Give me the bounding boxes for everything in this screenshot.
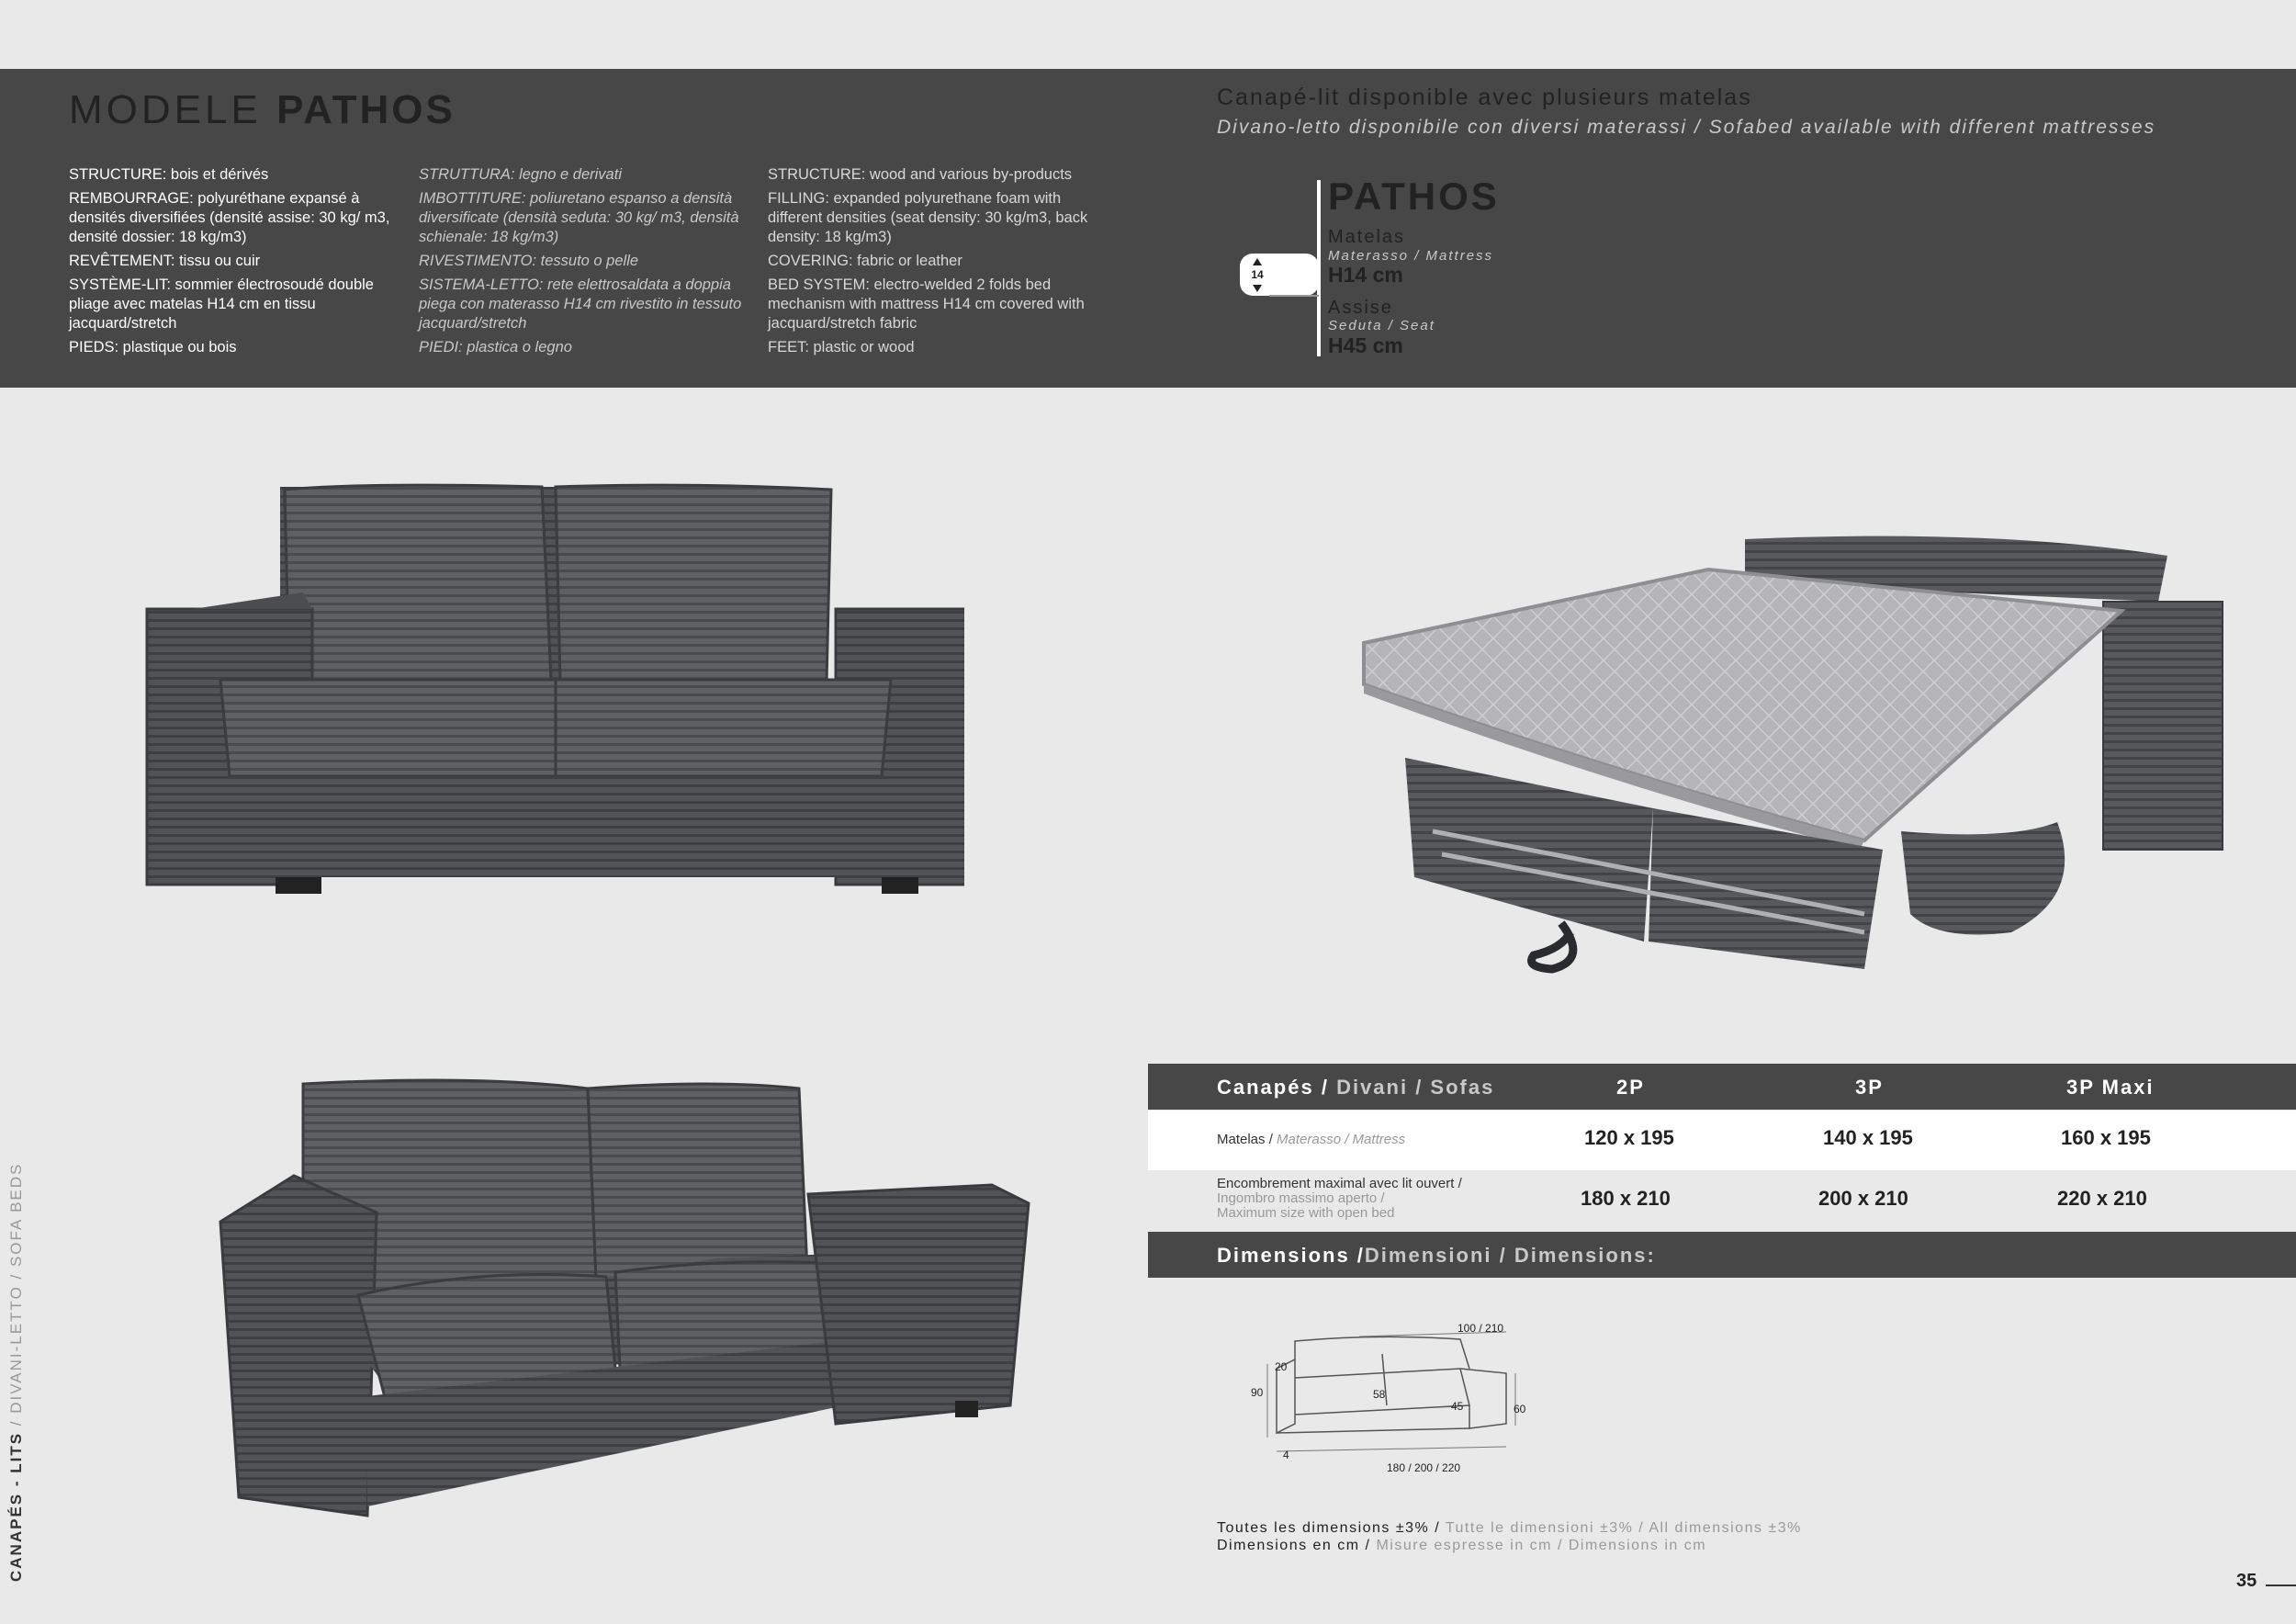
dim-back-label: 20 bbox=[1275, 1360, 1288, 1373]
mattress-label: Matelas bbox=[1328, 227, 1406, 247]
dim-foot-label: 4 bbox=[1283, 1449, 1289, 1461]
sofa-closed-angle-photo bbox=[202, 1075, 1047, 1534]
spec-line: RIVESTIMENTO: tessuto o pelle bbox=[419, 253, 639, 269]
specs-french bbox=[69, 165, 400, 362]
spec-line: COVERING: fabric or leather bbox=[768, 253, 962, 269]
seat-sublabel: Seduta / Seat bbox=[1328, 318, 1435, 333]
dim-height-label: 90 bbox=[1251, 1386, 1264, 1399]
page-number: 35 bbox=[2236, 1571, 2257, 1591]
spec-line: REMBOURRAGE: polyuréthane expansé à densités diversifiées (densité assise: 30 kg/ m3, densité dossier: 18 kg/m3) bbox=[69, 190, 390, 245]
specs-italian bbox=[419, 165, 749, 362]
spec-line: FILLING: expanded polyurethane foam with different densities (seat density: 30 kg/m3, back density: 18 kg/m3) bbox=[768, 190, 1088, 245]
spec-line: SISTEMA-LETTO: rete elettrosaldata a doppia piega con materasso H14 cm rivestito in tessuto jacquard/stretch bbox=[419, 276, 742, 332]
table-row bbox=[1148, 1170, 2296, 1231]
table-row bbox=[1148, 1111, 2296, 1170]
spec-line: STRUCTURE: bois et dérivés bbox=[69, 166, 269, 183]
subtitle-french: Canapé-lit disponible avec plusieurs matelas bbox=[1217, 85, 1752, 110]
mattress-icon-number: 14 bbox=[1251, 268, 1264, 281]
table-cell: 140 x 195 bbox=[1823, 1126, 1913, 1149]
seat-height: H45 cm bbox=[1328, 333, 1403, 357]
spec-model-name: PATHOS bbox=[1328, 175, 1500, 218]
mattress-sublabel: Materasso / Mattress bbox=[1328, 248, 1494, 264]
spec-line: STRUTTURA: legno e derivati bbox=[419, 166, 622, 183]
subtitle-italian-english: Divano-letto disponibile con diversi materassi / Sofabed available with different mattresses bbox=[1217, 117, 2156, 138]
row-label: Encombrement maximal avec lit ouvert / Ingombro massimo aperto / Maximum size with open bed bbox=[1217, 1176, 1462, 1221]
dim-width-label: 180 / 200 / 220 bbox=[1387, 1461, 1461, 1474]
spec-line: SYSTÈME-LIT: sommier électrosoudé double pliage avec matelas H14 cm en tissu jacquard/stretch bbox=[69, 276, 374, 332]
sofa-closed-front-photo bbox=[138, 473, 964, 896]
page-title: MODELE PATHOS bbox=[69, 87, 456, 132]
sidebar-category-label: CANAPÉS - LITS / DIVANI-LETTO / SOFA BEDS bbox=[7, 1162, 25, 1582]
spec-line: FEET: plastic or wood bbox=[768, 339, 915, 355]
spec-line: BED SYSTEM: electro-welded 2 folds bed mechanism with mattress H14 cm covered with jacquard/stretch fabric bbox=[768, 276, 1085, 332]
table-cell: 120 x 195 bbox=[1584, 1126, 1674, 1149]
dimensions-header-bar bbox=[1148, 1232, 2296, 1278]
table-cell: 220 x 210 bbox=[2057, 1187, 2147, 1210]
spec-line: PIEDS: plastique ou bois bbox=[69, 339, 237, 355]
table-header-bar bbox=[1148, 1064, 2296, 1110]
dim-arm-height-label: 60 bbox=[1514, 1403, 1526, 1415]
dimension-diagram bbox=[1240, 1314, 1543, 1479]
dimensions-title: Dimensions /Dimensioni / Dimensions: bbox=[1217, 1244, 1656, 1267]
spec-line: REVÊTEMENT: tissu ou cuir bbox=[69, 253, 261, 269]
mattress-height: H14 cm bbox=[1328, 263, 1403, 287]
spec-line: STRUCTURE: wood and various by-products bbox=[768, 166, 1073, 183]
dim-depth-label: 100 / 210 bbox=[1458, 1322, 1504, 1335]
column-header: 3P bbox=[1855, 1076, 1884, 1099]
units-note: Dimensions en cm / Misure espresse in cm / Dimensions in cm bbox=[1217, 1538, 1707, 1553]
tolerance-note: Toutes les dimensions ±3% / Tutte le dimensioni ±3% / All dimensions ±3% bbox=[1217, 1520, 1802, 1536]
dim-seat-depth-label: 58 bbox=[1373, 1388, 1386, 1401]
spec-line: PIEDI: plastica o legno bbox=[419, 339, 572, 355]
page-number-rule bbox=[2266, 1585, 2296, 1586]
column-header: 2P bbox=[1616, 1076, 1645, 1099]
sofa-bed-open-photo bbox=[1350, 528, 2232, 987]
column-header: 3P Maxi bbox=[2066, 1076, 2155, 1099]
table-cell: 160 x 195 bbox=[2061, 1126, 2151, 1149]
dim-seat-height-label: 45 bbox=[1451, 1400, 1464, 1413]
mattress-icon bbox=[1238, 250, 1319, 299]
table-cell: 180 x 210 bbox=[1581, 1187, 1671, 1210]
specs-english bbox=[768, 165, 1098, 362]
table-cell: 200 x 210 bbox=[1818, 1187, 1908, 1210]
spec-line: IMBOTTITURE: poliuretano espanso a densità diversificate (densità seduta: 30 kg/ m3, densità schienale: 18 kg/m3) bbox=[419, 190, 739, 245]
seat-label: Assise bbox=[1328, 298, 1393, 318]
table-header-title: Canapés / Divani / Sofas bbox=[1217, 1076, 1495, 1099]
row-label: Matelas / Materasso / Mattress bbox=[1217, 1132, 1406, 1147]
